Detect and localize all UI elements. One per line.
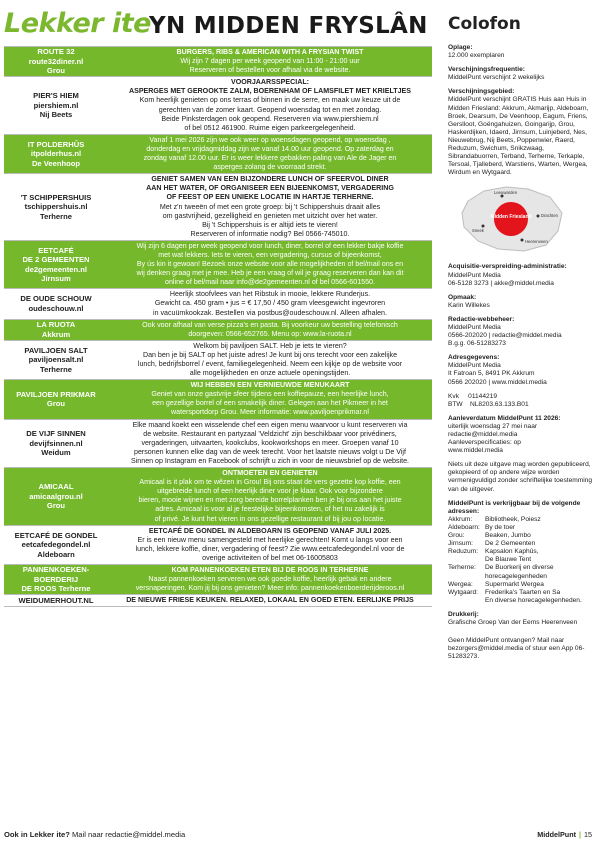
brand-title: Lekker ite [4,8,151,39]
listing-description [108,135,432,173]
listing-row [4,595,432,607]
listing-name-line: LA RUOTA [36,320,76,330]
listing-row [4,47,432,77]
description-line: lunch, bedrijfsborrel / event, familiegelegenheid. Neem een kijkje op de website voor [137,360,403,368]
listing-row [4,174,432,241]
description-line: Sinnen op Instagram en Facebook of schrijft u zich in voor de nieuwsbrief op de website. [131,456,409,465]
listing-name-line: oudeschouw.nl [28,303,84,313]
value: 12.000 exemplaren [448,52,505,60]
description-line: watersportdorp Grou. Meer informatie: www.paviljoenprikmar.nl [171,408,369,417]
listing-row [4,380,432,419]
description-line: donderdag en vrijdagmiddag zijn we vanaf 14.00 uur geopend. Op zaterdag en [146,144,394,153]
label: Drukkerij: [448,610,479,618]
outlet-venue: De Buorkerij en diverse [485,564,554,572]
description-line: wij denken graag met je mee. Heb je een vraag of wil je graag reserveren dan kan dit [136,269,404,278]
description-line: ONTMOETEN EN GENIETEN [222,469,318,478]
listing-name-line: ROUTE 32 [37,47,75,57]
description-line: personen kunnen elke dag van de week terecht. Voor het laatste nieuws volgt u De Vijf [134,447,406,456]
footer-brand: MiddelPunt [537,830,576,839]
listing-name [4,289,108,318]
listing-name [4,420,108,467]
description-line: asperges zolang de voorraad strekt. [213,163,327,172]
kvk: Kvk 01144219 [448,392,497,400]
listing-name-line: WEIDUMERHOUT.NL [18,596,94,606]
listing-description [108,47,432,76]
description-line: bieren, mooie wijnen en met zorg bereide borrelplanken ben je bij ons aan het juiste [138,496,402,505]
listing-name-line: Aldeboarn [37,549,75,559]
value: redactie@middel.media [448,431,518,438]
outlet-place: Grou: [448,532,465,540]
listing-description [108,565,432,594]
description-line: in vacuümkookzak. Bestellen via postbus@oudeschouw.nl. Alleen afhalen. [153,308,387,317]
outlet-place: Akkrum: [448,515,473,523]
description-line: of bel 0512 461900. Ruime eigen parkeergelegenheid. [184,123,356,132]
description-line: Wij zijn 6 dagen per week geopend voor lunch, diner, borrel of een lekker bakje koffie [136,241,404,250]
listing-description [108,289,432,318]
outlet-venue: Kapsalon Kaphûs, [485,548,539,556]
description-line: vergaderingen, uitvaarten, kookclubs, kookworkshops en meer. Groepen vanaf 10 [141,438,399,447]
listing-description [108,341,432,379]
label: Acquisitie-verspreiding-administratie: [448,263,567,271]
outlet-place: Reduzum: [448,548,479,556]
listing-description [108,468,432,525]
label: MiddelPunt is verkrijgbaar bij de volgende adressen: [448,499,581,515]
outlet-row [448,548,596,556]
description-line: KOM PANNENKOEKEN ETEN BIJ DE ROOS IN TERHERNE [171,565,369,574]
listing-name-line: DE 2 GEMEENTEN [22,255,90,265]
listing-row [4,289,432,319]
value: uiterlijk woensdag 27 mei naar [448,422,538,430]
description-line: Naast pannenkoeken serveren we ook goede koffie, heerlijk gebak en andere [148,575,392,584]
map-dot [537,215,540,218]
value: MiddelPunt Media [448,362,501,370]
map-place-label: Drachten [541,213,558,219]
description-line: of privé. Je kunt het vieren in ons gezellige restaurant of bij jou op locatie. [154,514,386,523]
listing-name-line: PANNENKOEKEN- [22,565,90,575]
outlet-place [448,597,485,605]
map-place-label: Heerenveen [525,239,548,245]
listing-name-line: Weidum [41,448,71,458]
description-line: Ook voor afhaal van verse pizza's en pasta. Bij voorkeur uw bestelling telefonisch [142,320,398,329]
description-line: Geniet van onze gastvrije sfeer tijdens een koffiepauze, een heerlijke lunch, [151,390,389,399]
description-line: Dan ben je bij SALT op het juiste adres! Je kunt bij ons terecht voor een zakelijke [142,350,398,359]
description-line: Beide Pinksterdagen ook geopend. Reserveren via www.piershiem.nl [161,114,379,123]
description-line: WIJ HEBBEN EEN VERNIEUWDE MENUKAART [190,381,350,390]
label: Opmaak: [448,293,477,301]
value: MiddelPunt Media [448,271,501,279]
description-line: OF FEEST OP EEN UNIEKE LOCATIE IN HARTJE TERHERNE. [166,193,374,202]
listing-name-line: DE VIJF SINNEN [26,429,86,439]
label: Verschijningsgebied: [448,88,515,96]
description-line: gerechten van de zomer kaart. Geopend woensdag tot en met zondag. [158,105,382,114]
description-line: met wat lekkers. Iets te vieren, een vergadering, cursus of bijeenkomst, [158,250,382,259]
outlet-place: Wytgaard: [448,588,478,596]
label: Aanleverdatum MiddelPunt 11 2026: [448,414,561,422]
listings-table [4,46,432,607]
listing-row [4,77,432,135]
description-line: Met z'n tweeën of met een grote groep: bij 't Schippershuis draait alles [159,202,381,211]
outlet-venue: De Blauwe Tent [485,556,532,564]
outlet-venue: Beaken, Jumbo [485,532,531,540]
footer-question: Ook in Lekker ite? [4,830,70,839]
listing-name-line: itpolderhus.nl [30,149,82,159]
listing-row [4,241,432,289]
listing-name-line: EETCAFÉ DE GONDEL [14,530,98,540]
listing-name [4,77,108,134]
listing-description [108,526,432,564]
outlet-row [448,597,596,605]
description-line: EETCAFÉ DE GONDEL IN ALDEBOARN IS GEOPEND VANAF JULI 2025. [148,526,392,535]
listing-name-line: Terherne [40,211,72,221]
description-line: Welkom bij paviljoen SALT. Heb je iets te vieren? [193,341,347,350]
listing-name-line: devijfsinnen.nl [29,438,83,448]
outlet-venue: En diverse horecagelegenheden. [485,596,582,604]
listing-description [108,77,432,134]
description-line: online of bel/mail naar info@de2gemeenten.nl of bel 0566-601550. [165,278,375,287]
description-line: Gewicht ca. 450 gram • jus = € 17,50 / 450 gram vleesgewicht ingevroren [154,299,386,308]
listing-row [4,320,432,341]
outlet-row [448,516,596,524]
description-line: om gastvrijheid, gezelligheid en genieten met uitzicht over het water. [162,211,378,220]
outlet-venue: Bibliotheek, Poiesz [485,515,541,523]
listing-name [4,174,108,240]
listing-name-line: DE OUDE SCHOUW [20,294,92,304]
outlet-venue: Supermarkt Wergea [485,580,544,588]
description-line: Heerlijk stoofvlees van het Ribstuk in mooie, lekkere Runderjus. [169,290,371,299]
outlet-place: Jirnsum: [448,540,473,548]
listing-row [4,420,432,468]
listing-name-line: PIER'S HIEM [33,91,79,101]
region-title: YN MIDDEN FRYSLÂN [149,13,428,39]
description-line: Elke maand koekt een wisselende chef een eigen menu waarvoor u kunt reserveren via [132,420,408,429]
delivery-note: Geen MiddelPunt ontvangen? Mail naar bezorgers@middel.media of stuur een App 06-51283273. [448,637,585,661]
listing-name-line: EETCAFÉ [38,245,74,255]
colofon-title: Colofon [448,14,521,34]
outlet-place: Wergea: [448,580,473,588]
listing-name [4,341,108,379]
listing-name-line: BOERDERIJ [33,574,79,584]
description-line: lunch, lekkere koffie, diner, vergadering of feest? Zie www.eetcafedegondel.nl voor de [135,544,405,553]
listing-row [4,341,432,380]
outlet-venue: Frederika's Taarten en Sa [485,588,561,596]
description-line: adres. Amicaal is voor al je feestelijke bijeenkomsten, of het nu zakelijk is [155,505,385,514]
listing-name-line: PAVILJOEN PRIKMAR [16,389,96,399]
description-line: Bij 't Schippershuis is er altijd iets te vieren! [202,220,338,229]
listing-name [4,135,108,173]
listing-row [4,526,432,565]
description-line: BURGERS, RIBS & AMERICAN WITH A FRYSIAN TWIST [176,48,364,56]
listing-name-line: Terherne [40,364,72,374]
value: Grafische Groep Van der Eems Heerenveen [448,618,578,626]
footer-cta [4,830,185,839]
value: MiddelPunt verschijnt GRATIS Huis aan Huis in Midden Friesland: Akkrum, Akmarijp, Aldeboarn, Broek, Dearsum, De Veenhoop, Eagum, Friens, Gerslloot, Goëngahuizen, Goingarijp, Grou, Haskerdijken, Idaerd, Jirnsum, Luinjeberd, Nes, Nieuwebrug, Nij Beets, Poppenwier, Raerd, Reduzum, Swichum, Snikzwaag, Sibrandabuorren, Terband, Terherne, Terkaple, Tersoal, Tjalleberd, Warstiens, Warten, Wergea, Wirdum en Wytgaard. [448,96,589,177]
description-line: Reserveren of informatie nodig? Bel 0566-745010. [190,229,350,238]
outlet-place [448,556,485,564]
listing-row [4,565,432,595]
listing-name-line: paviljoensalt.nl [28,355,84,365]
outlet-row [448,573,596,581]
listing-description [108,320,432,340]
outlet-list [448,516,596,605]
map-dot [521,239,524,242]
map-place-label: Leeuwarden [494,190,518,196]
outlet-row [448,532,596,540]
listing-name-line: PAVILJOEN SALT [24,345,88,355]
footer-separator: | [578,830,581,839]
description-line: alle mogelijkheden en onze actuele openingstijden. [189,369,351,378]
listing-name-line: tschippershuis.nl [24,202,88,212]
outlet-row [448,564,596,572]
outlet-venue: horecagelegenheden [485,572,547,580]
listing-name-line: Grou [46,66,66,76]
header [4,6,434,42]
value: Aanleverspecificaties: op [448,439,521,447]
outlet-row [448,581,596,589]
value: B.g.g. 06-51283273 [448,340,506,348]
value: Karin Willekes [448,301,490,309]
description-line: AAN HET WATER, OF ORGANISEER EEN BIJEENKOMST, VERGADERING [146,184,394,193]
listing-name [4,380,108,418]
value: 0566 202020 | www.middel.media [448,378,547,386]
outlet-row [448,589,596,597]
description-line: uitgebreide lunch of een heerlijk diner voor je klaar. Ook voor bijzondere [157,487,383,496]
region-map [454,183,572,255]
listing-row [4,468,432,526]
listing-name-line: Grou [46,501,66,511]
description-line: overige activiteiten of bel met 06-16005803 [202,553,338,562]
outlet-place [448,573,485,581]
value: MiddelPunt verschijnt 2 wekelijks [448,74,545,82]
description-line: GENIET SAMEN VAN EEN BIJZONDERE LUNCH OF SFEERVOL DINER [151,175,389,184]
description-line: Reserveren of bestellen voor afhaal via de website. [189,66,351,75]
description-line: Amicaal is it plak om te wêzen in Grou! Bij ons staat de vers gezette kop koffie, een [139,478,401,487]
description-line: VOORJAARSSPECIAL: [230,78,310,87]
outlet-row [448,524,596,532]
label: Redactie-webbeheer: [448,315,515,323]
listing-description [108,380,432,418]
listing-name [4,320,108,340]
value: It Fatroan 5, 8491 PK Akkrum [448,370,535,378]
listing-name [4,468,108,525]
outlet-venue: By de toer [485,523,516,531]
listing-description [108,174,432,240]
map-place-label: Sneek [472,228,484,234]
listing-row [4,135,432,174]
label: Verschijningsfrequentie: [448,66,525,74]
description-line: DE NIEUWE FRIESE KEUKEN. RELAXED, LOKAAL EN GOED ETEN. EERLIJKE PRIJS [126,596,414,605]
listing-name-line: IT POLDERHÛS [27,139,85,149]
listing-name-line: DE ROOS Terherne [21,584,91,594]
listing-description [108,595,432,606]
description-line: ASPERGES MET GEROOKTE ZALM, BOERENHAM OF LAMSFILET MET KRIELTJES [128,87,412,96]
footer-mail-link[interactable]: Mail naar redactie@middel.media [71,830,186,839]
listing-name-line: Jirnsum [41,274,71,284]
value: 0566-202020 | redactie@middel.media [448,332,562,340]
outlet-place: Aldeboarn: [448,523,480,531]
description-line: Wij zijn 7 dagen per week geopend van 11:00 - 21:00 uur [180,57,360,66]
page-footer [537,830,592,839]
description-line: By ús kin it gewoan! Bezoek onze website voor alle mogelijkheden of bel/mail ons en [136,260,404,269]
listing-name-line: Akkrum [41,329,71,339]
listing-name-line: AMICAAL [38,482,74,492]
listing-name [4,47,108,76]
disclaimer: Niets uit deze uitgave mag worden gepubliceerd, gekopieerd of op andere wijze worden vermenigvuldigd zonder schriftelijke toestemming van de uitgever. [448,461,593,493]
region-map-svg [454,183,572,255]
listing-description [108,420,432,467]
outlet-venue: De 2 Gemeenten [485,540,536,548]
listing-name-line: Nij Beets [39,110,73,120]
description-line: Kom heerlijk genieten op ons terras of binnen in de serre, en maak uw keuze uit de [139,96,401,105]
listing-name-line: De Veenhoop [31,158,81,168]
description-line: Vanaf 1 mei 2026 zijn we ook weer op woensdagen geopend, op woensdag , [149,135,391,144]
listing-name [4,595,108,606]
listing-name-line: route32diner.nl [28,56,84,66]
listing-name [4,241,108,288]
listing-description [108,241,432,288]
label: Adresgegevens: [448,354,500,362]
value: www.middel.media [448,447,503,455]
outlet-row [448,556,596,564]
label: Oplage: [448,44,473,51]
listing-name-line: de2gemeenten.nl [24,264,88,274]
map-center-label: Midden Friesland [490,214,532,221]
colofon [448,14,596,667]
value: 06-5128 3273 | akke@middel.media [448,279,554,287]
page-number: 15 [584,830,592,839]
outlet-place: Terherne: [448,564,476,572]
listing-name-line: Grou [46,399,66,409]
description-line: een gezellige borrel of een smakelijk diner. Gelegen aan het Pikmeer in het [152,399,388,408]
description-line: versnaperingen. Kom jij bij ons genieten? Meer info: pannenkoekenboerderijderoos.nl [135,584,405,593]
description-line: zondag vanaf 12.00 uur. Er is weer lekkere gebakken paling van Ale de Jager en [143,154,397,163]
listing-name-line: 'T SCHIPPERSHUIS [20,192,92,202]
description-line: Er is een nieuw menu samengesteld met heerlijke gerechten! Komt u langs voor een [137,535,403,544]
listing-name [4,565,108,594]
value: MiddelPunt Media [448,323,501,331]
listing-name-line: eetcafedegondel.nl [21,540,91,550]
btw: BTW NL8203.63.133.B01 [448,400,529,408]
listing-name-line: piershiem.nl [33,100,79,110]
listing-name-line: amicaalgrou.nl [29,491,83,501]
description-line: doorgeven: 0566-652765. Menu op: www.la-ruota.nl [188,329,352,338]
listing-name [4,526,108,564]
description-line: de website. Restaurant en partyzaal 'Veldzicht' zijn beschikbaar voor privédiners, [143,429,397,438]
outlet-row [448,540,596,548]
